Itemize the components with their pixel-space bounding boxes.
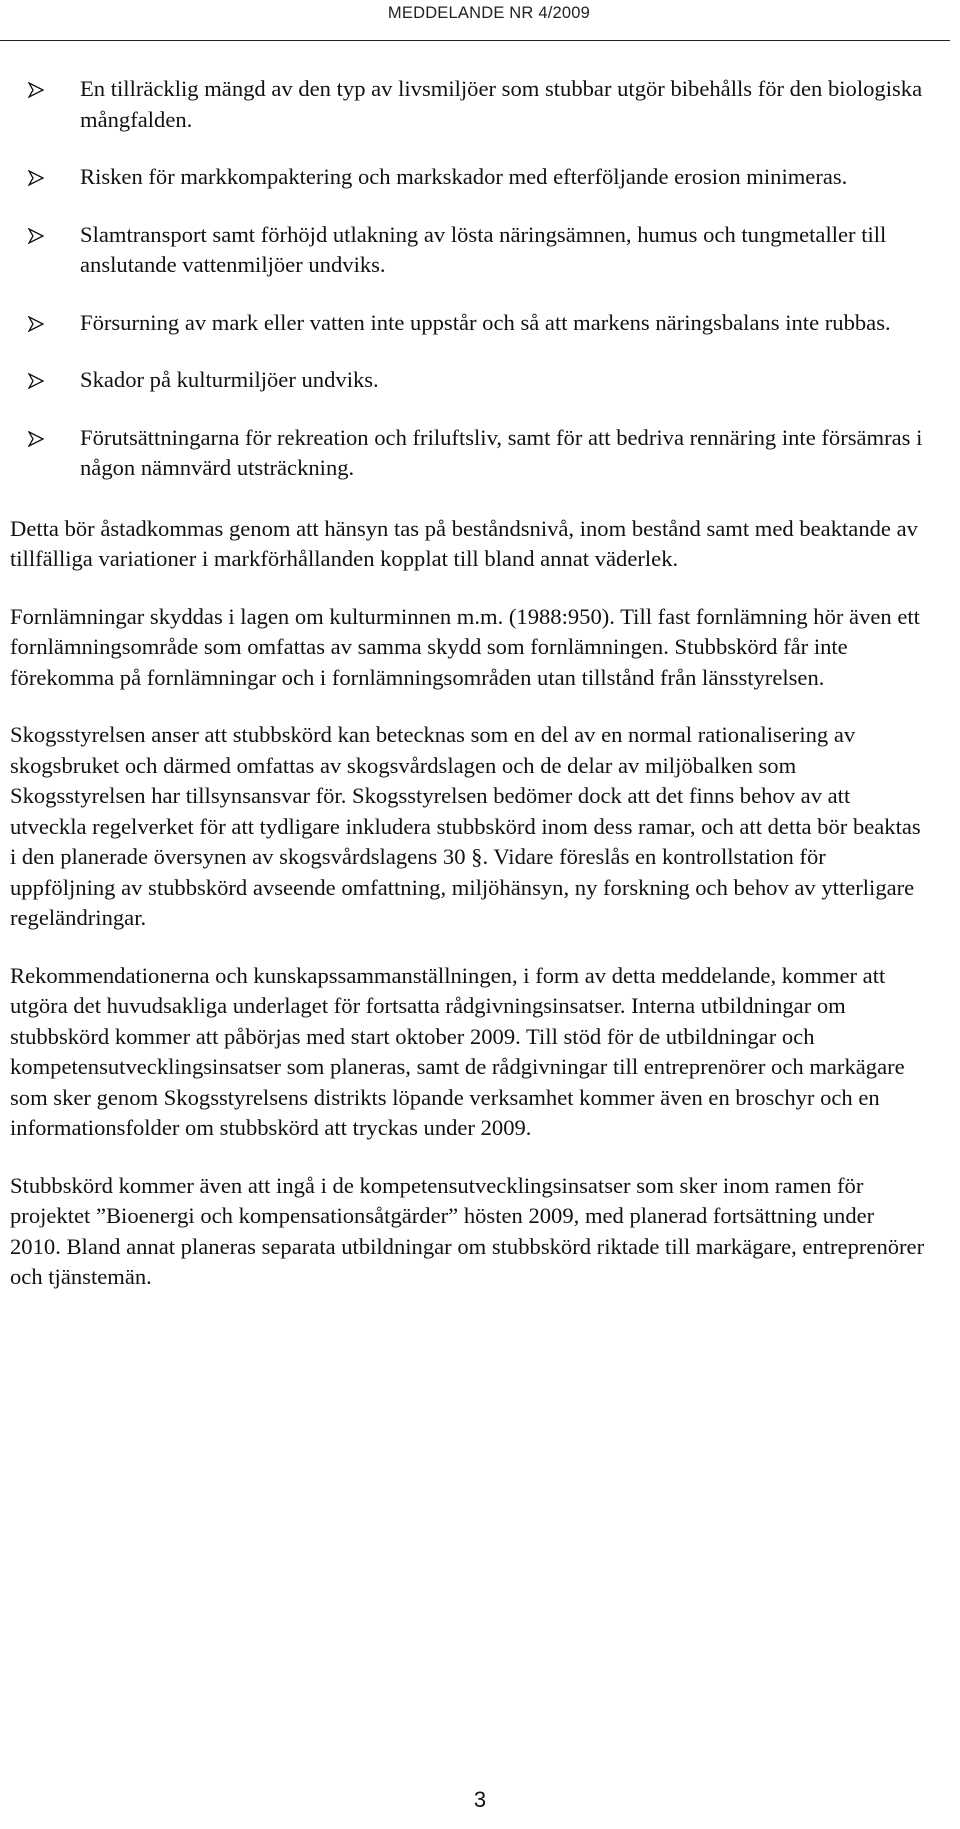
publication-title: MEDDELANDE NR 4/2009 — [387, 4, 590, 22]
arrowhead-bullet-icon — [28, 170, 44, 186]
arrowhead-bullet-icon — [28, 316, 44, 332]
list-item — [10, 423, 930, 484]
list-item — [10, 74, 930, 135]
list-item — [10, 162, 930, 193]
list-item — [10, 308, 930, 339]
arrowhead-bullet-icon — [28, 82, 44, 98]
document-body — [10, 74, 930, 1320]
header-divider — [0, 40, 950, 41]
paragraph-ancient-monuments: Fornlämningar skyddas i lagen om kulturminnen m.m. (1988:950). Till fast fornlämning hör även ett fornlämningsområde som omfattas av samma skydd som fornlämningen. Stubbskörd får inte förekomma på fornlämningar och i fornlämningsområden utan tillstånd från länsstyrelsen. — [10, 603, 920, 690]
list-item — [10, 365, 930, 396]
paragraph-consideration: Detta bör åstadkommas genom att hänsyn tas på beståndsnivå, inom bestånd samt med beaktande av tillfälliga variationer i markförhållanden kopplat till bland annat väderlek. — [10, 515, 918, 571]
list-item-text: Risken för markkompaktering och markskador med efterföljande erosion minimeras. — [80, 164, 848, 189]
list-item-text: En tillräcklig mängd av den typ av livsmiljöer som stubbar utgör bibehålls för den biologiska mångfalden. — [80, 76, 923, 132]
arrowhead-bullet-icon — [28, 373, 44, 389]
list-item-text: Skador på kulturmiljöer undviks. — [80, 367, 379, 392]
list-item — [10, 220, 930, 281]
list-item-text: Slamtransport samt förhöjd utlakning av lösta näringsämnen, humus och tungmetaller till anslutande vattenmiljöer undviks. — [80, 221, 887, 277]
page-number: 3 — [473, 1787, 487, 1812]
page-header — [0, 0, 960, 42]
list-item-text: Försurning av mark eller vatten inte uppstår och så att markens näringsbalans inte rubbas. — [80, 309, 891, 335]
arrowhead-bullet-icon — [28, 228, 44, 244]
arrowhead-bullet-icon — [28, 431, 44, 447]
paragraph-forestry-agency-view: Skogsstyrelsen anser att stubbskörd kan betecknas som en del av en normal rationalisering av skogsbruket och därmed omfattas av skogsvårdslagen och de delar av miljöbalken som Skogsstyrelsen har tillsynsansvar för. Skogsstyrelsen bedömer dock att det finns behov av att utveckla regelverket för att tydligare inkludera stubbskörd inom dess ramar, och att detta bör beaktas i den planerade översynen av skogsvårdslagens 30 §. Vidare föreslås en kontrollstation för uppföljning av stubbskörd avseende omfattning, miljöhänsyn, ny forskning och behov av ytterligare regeländringar. — [10, 722, 921, 930]
paragraph-competence-development: Stubbskörd kommer även att ingå i de kompetensutvecklingsinsatser som sker inom ramen för projektet ”Bioenergi och kompensationsåtgärder” hösten 2009, med planerad fortsättning under 2010. Bland annat planeras separata utbildningar om stubbskörd riktade till markägare, entreprenörer och tjänstemän. — [10, 1172, 925, 1289]
paragraph-recommendations: Rekommendationerna och kunskapssammanställningen, i form av detta meddelande, kommer att utgöra det huvudsakliga underlaget för fortsatta rådgivningsinsatser. Interna utbildningar om stubbskörd kommer att påbörjas med start oktober 2009. Till stöd för de utbildningar och kompetensutvecklingsinsatser som planeras, samt de rådgivningar till entreprenörer och markägare som sker genom Skogsstyrelsens distrikts löpande verksamhet kommer även en broschyr och en informationsfolder om stubbskörd att tryckas under 2009. — [10, 962, 905, 1140]
goal-list — [10, 74, 930, 484]
list-item-text: Förutsättningarna för rekreation och friluftsliv, samt för att bedriva rennäring inte försämras i någon nämnvärd utsträckning. — [80, 424, 923, 480]
